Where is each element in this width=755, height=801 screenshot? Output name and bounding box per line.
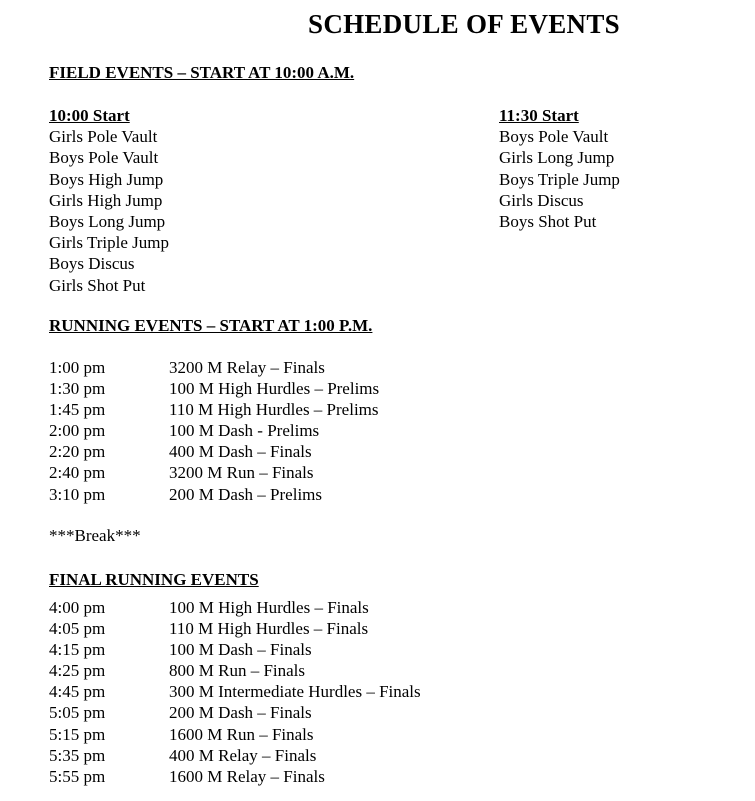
event-name: 200 M Dash – Finals [169,703,312,723]
schedule-row [49,378,379,399]
schedule-row [49,618,421,639]
field-event-item: Girls Discus [499,190,584,210]
schedule-row [49,399,379,420]
running-events-heading: RUNNING EVENTS – START AT 1:00 P.M. [49,316,373,335]
event-time: 4:45 pm [49,682,106,702]
field-event-item: Girls Triple Jump [49,233,169,253]
event-time: 4:00 pm [49,598,106,617]
schedule-row [49,681,421,702]
event-name: 400 M Relay – Finals [169,745,317,765]
field-group-1130 [499,105,620,232]
event-time: 2:00 pm [49,421,106,441]
event-time: 4:05 pm [49,619,106,639]
running-schedule [49,357,379,505]
event-name: 100 M Dash - Prelims [169,421,320,441]
page-title: SCHEDULE OF EVENTS [308,9,620,39]
field-event-item: Boys Shot Put [499,212,597,232]
schedule-row [49,766,421,787]
event-name: 110 M High Hurdles – Prelims [169,400,379,420]
field-event-item: Boys Long Jump [49,212,166,232]
event-name: 800 M Run – Finals [169,661,306,681]
schedule-row [49,660,421,681]
field-event-item: Boys Pole Vault [49,148,159,168]
field-event-item: Girls Shot Put [49,275,146,295]
event-name: 400 M Dash – Finals [169,442,312,462]
event-time: 1:30 pm [49,379,106,399]
field-group-label: 10:00 Start [49,106,130,125]
event-name: 1600 M Run – Finals [169,724,314,744]
event-time: 5:15 pm [49,724,106,744]
event-time: 1:45 pm [49,400,106,420]
schedule-row [49,597,421,618]
schedule-row [49,724,421,745]
schedule-row [49,441,379,462]
event-time: 2:20 pm [49,442,106,462]
field-group-1000 [49,105,169,296]
event-time: 4:15 pm [49,640,106,660]
field-group-label: 11:30 Start [499,106,579,125]
final-running-events-heading: FINAL RUNNING EVENTS [49,570,259,589]
field-event-item: Girls Long Jump [499,148,615,168]
break-note: ***Break*** [49,526,141,545]
event-name: 3200 M Relay – Finals [169,358,325,377]
event-name: 300 M Intermediate Hurdles – Finals [169,682,421,702]
event-time: 5:05 pm [49,703,106,723]
field-event-item: Girls Pole Vault [49,127,158,147]
event-time: 4:25 pm [49,661,106,681]
final-running-schedule [49,597,421,787]
event-time: 5:35 pm [49,745,106,765]
event-time: 2:40 pm [49,463,106,483]
schedule-row [49,745,421,766]
schedule-row [49,702,421,723]
schedule-row [49,462,379,483]
event-name: 100 M High Hurdles – Finals [169,598,369,617]
field-event-item: Boys Pole Vault [499,127,609,147]
event-name: 110 M High Hurdles – Finals [169,619,369,639]
field-event-item: Boys High Jump [49,169,164,189]
event-name: 100 M Dash – Finals [169,640,312,660]
event-time: 1:00 pm [49,358,106,377]
field-event-item: Boys Discus [49,254,135,274]
field-event-item: Boys Triple Jump [499,169,620,189]
schedule-row [49,420,379,441]
event-time: 3:10 pm [49,484,106,504]
event-name: 100 M High Hurdles – Prelims [169,379,380,399]
event-time: 5:55 pm [49,766,106,786]
schedule-row [49,484,379,505]
field-event-item: Girls High Jump [49,190,163,210]
event-name: 3200 M Run – Finals [169,463,314,483]
schedule-row [49,639,421,660]
event-name: 1600 M Relay – Finals [169,766,325,786]
schedule-row [49,357,379,378]
event-name: 200 M Dash – Prelims [169,484,322,504]
field-events-heading: FIELD EVENTS – START AT 10:00 A.M. [49,63,355,82]
